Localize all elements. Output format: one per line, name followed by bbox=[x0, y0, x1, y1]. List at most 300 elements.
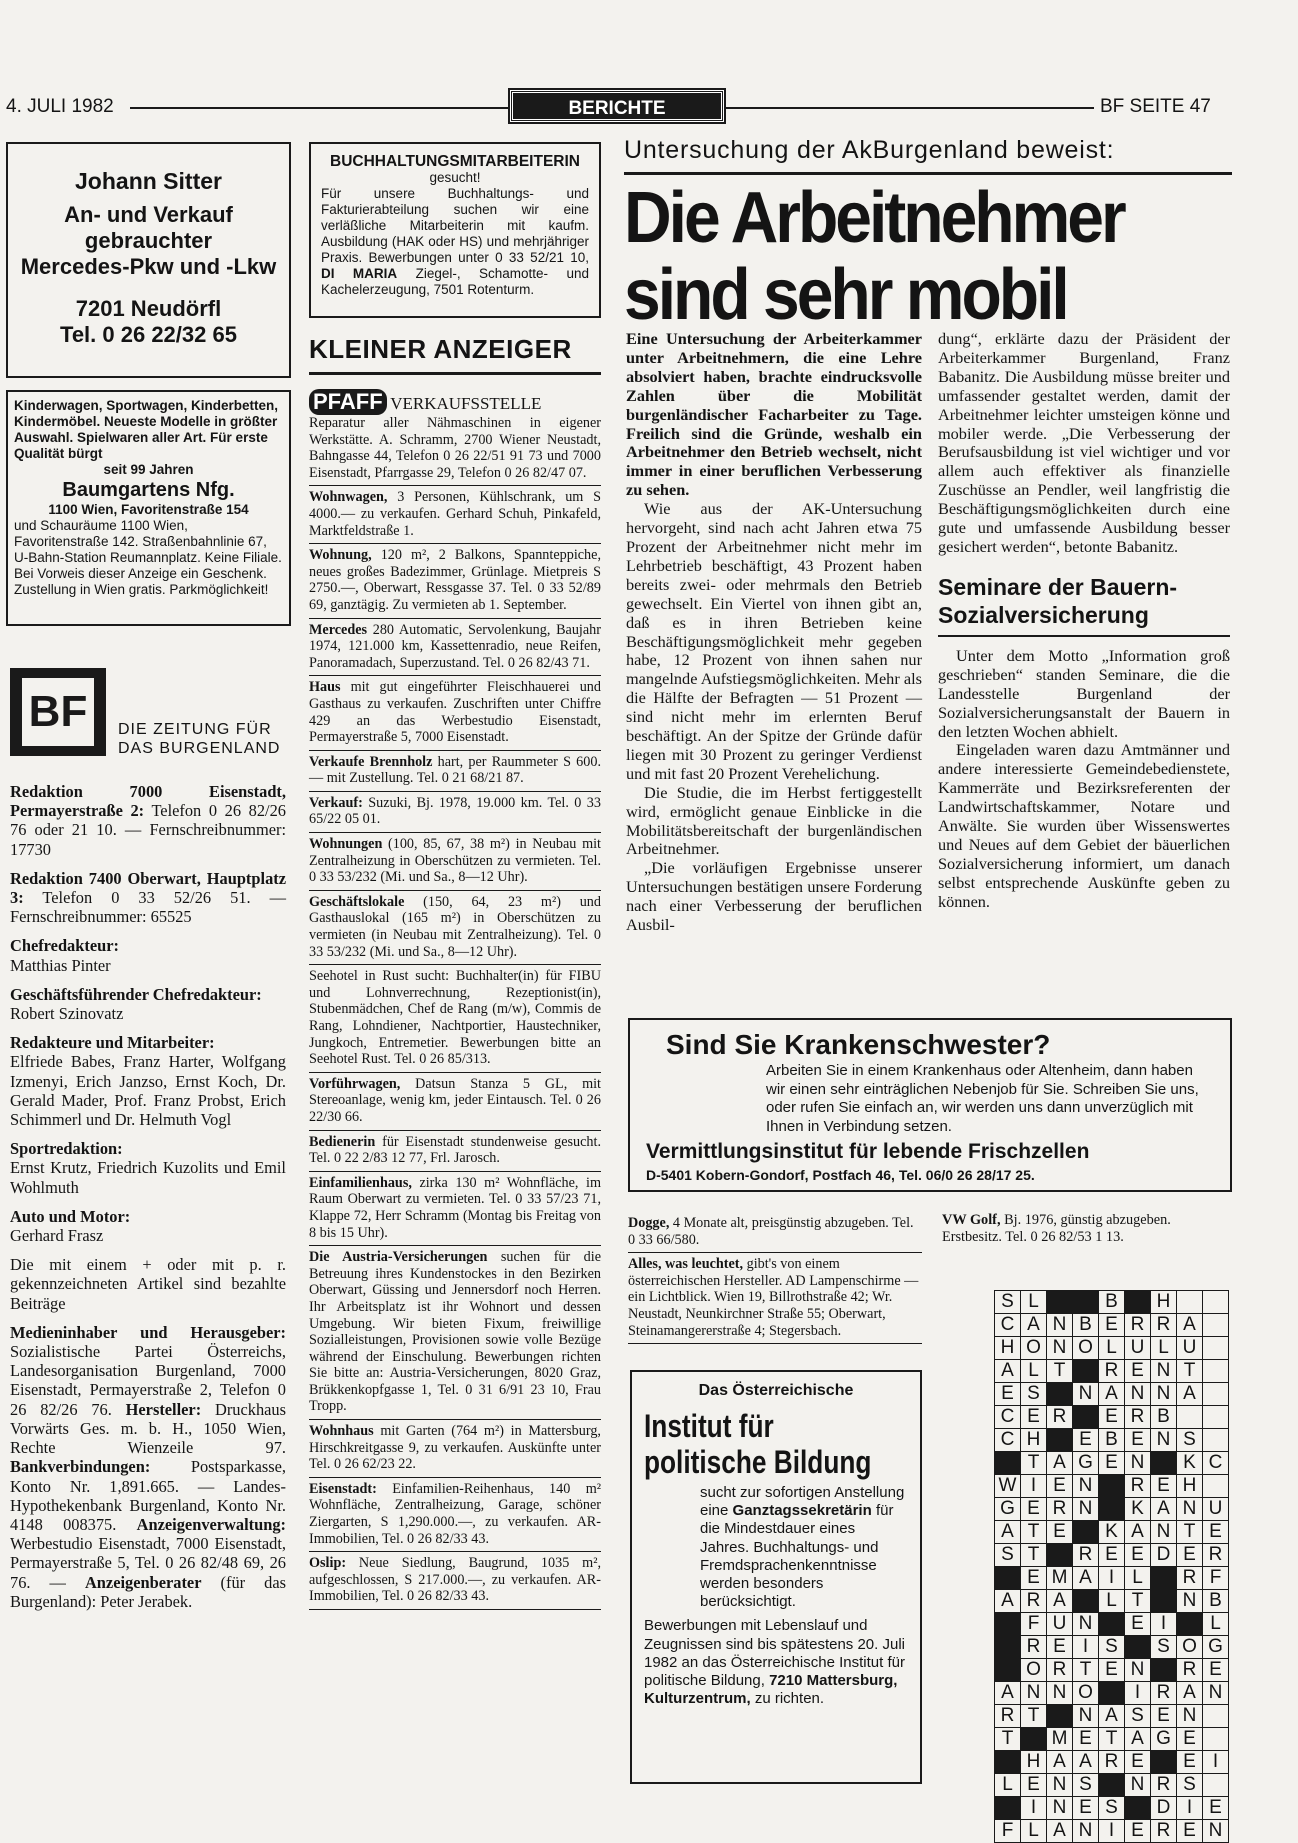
impressum-label: Medieninhaber und Herausgeber: bbox=[10, 1322, 286, 1342]
crossword-block bbox=[1099, 1498, 1125, 1521]
article-lead: Eine Untersuchung der Arbeiterkammer unter Arbeitnehmern, die eine Lehre absolviert haben, brachte eindrucksvolle Zahlen über die Mobilität burgenländischer Facharbeiter zu Tage. Freilich sind die Gründe, weshalb ein Arbeitnehmer den Betrieb wechselt, nicht immer in einer beruflichen Verbesserung zu sehen. bbox=[626, 329, 922, 500]
crossword-block bbox=[1099, 1475, 1125, 1498]
section-label: BERICHTE bbox=[510, 90, 724, 122]
kleiner-anzeiger-rule bbox=[309, 372, 601, 375]
crossword-cell: R bbox=[1177, 1567, 1203, 1590]
impressum-label: Redaktion 7000 Eisenstadt, Permayerstraße 2: bbox=[10, 782, 286, 821]
crossword-cell bbox=[1203, 1728, 1229, 1751]
classified-text: zirka 130 m² Wohnfläche, im Raum Oberwart zu vermieten. Tel. 0 33 57/23 71, Klappe 72, Herr Schramm (Montag bis Freitag von 8 bis 15 Uhr). bbox=[309, 1174, 601, 1241]
crossword-cell: E bbox=[1021, 1406, 1047, 1429]
crossword-cell: E bbox=[1151, 1705, 1177, 1728]
classified-ad bbox=[309, 1246, 601, 1420]
tagline-line: DIE ZEITUNG FÜR bbox=[118, 721, 272, 738]
crossword-cell: E bbox=[1099, 1659, 1125, 1682]
crossword-cell bbox=[1203, 1705, 1229, 1728]
ad-institut-title: Institut für bbox=[644, 1408, 774, 1444]
crossword-cell: R bbox=[1151, 1682, 1177, 1705]
crossword-cell: I bbox=[1177, 1797, 1203, 1820]
classified-head: Geschäftslokale bbox=[309, 893, 424, 910]
crossword-cell: E bbox=[1073, 1429, 1099, 1452]
classified-head: Wohnhaus bbox=[309, 1423, 381, 1440]
ad-baumgarten-company: Baumgartens Nfg. bbox=[62, 479, 235, 501]
impressum-label: Sportredaktion: bbox=[10, 1139, 123, 1159]
impressum-text: Postsparkasse, Konto Nr. 1,891.665. — Landes-Hypothekenbank Burgenland, Konto Nr. 4148 008375. bbox=[10, 1457, 286, 1534]
ad-sitter-line: Mercedes-Pkw und -Lkw bbox=[20, 254, 277, 279]
crossword-cell: T bbox=[1177, 1360, 1203, 1383]
crossword-cell: T bbox=[1073, 1659, 1099, 1682]
pfaff-logo: PFAFF bbox=[309, 389, 387, 415]
ad-sitter-address: 7201 Neudörfl bbox=[75, 296, 222, 321]
crossword-cell: N bbox=[1177, 1590, 1203, 1613]
classified-text: (150, 64, 23 m²) und Gasthauslokal (165 m²) in Oberschützen zu vermieten (in Neubau mit Zentralheizung). Tel. 0 33 53/232 (Mi. und Sa., 8—12 Uhr). bbox=[309, 893, 601, 960]
classified-text: gibt's von einem österreichischen Hersteller. AD Lampenschirme — ein Lichtblick. Wien 19, Billrothstraße 42; Wr. Neustadt, Neunkirchner Straße 55; Oberwart, Steinamangererstraße 4; Stegersbach. bbox=[628, 1256, 919, 1339]
header-rule-left bbox=[130, 107, 508, 109]
crossword-cell: E bbox=[1177, 1820, 1203, 1843]
crossword-cell: E bbox=[1047, 1521, 1073, 1544]
crossword-cell: E bbox=[1099, 1452, 1125, 1475]
crossword-cell bbox=[1203, 1475, 1229, 1498]
crossword-cell: S bbox=[1177, 1774, 1203, 1797]
crossword-cell: E bbox=[1021, 1774, 1047, 1797]
article-paragraph: „Die vorläufigen Ergebnisse unserer Untersuchungen bestätigen unsere Forderung nach einer Verbesserung der beruflichen Ausbil- bbox=[626, 858, 922, 935]
classified-text: mit Garten (764 m²) in Mattersburg, Hirschkreitgasse 9, zu verkaufen. Auskünfte unter Tel. 0 26 62/23 22. bbox=[309, 1423, 601, 1473]
crossword-cell: M bbox=[1047, 1728, 1073, 1751]
ad-baumgarten-address: 1100 Wien, Favoritenstraße 154 bbox=[48, 502, 249, 517]
crossword-row bbox=[995, 1383, 1229, 1406]
classified-head: VW Golf, bbox=[942, 1212, 1001, 1228]
crossword-cell: L bbox=[995, 1774, 1021, 1797]
crossword-block bbox=[1047, 1383, 1073, 1406]
crossword-cell: A bbox=[1177, 1682, 1203, 1705]
crossword-cell: H bbox=[1177, 1475, 1203, 1498]
crossword-cell: E bbox=[1073, 1728, 1099, 1751]
crossword-cell: N bbox=[1047, 1337, 1073, 1360]
impressum-text: Elfriede Babes, Franz Harter, Wolfgang Izmenyi, Erich Janzso, Ernst Koch, Dr. Gerald Mader, Prof. Franz Probst, Erich Schimmerl und Dr. Helmuth Vogl bbox=[10, 1052, 286, 1130]
ad-institut-title: politische Bildung bbox=[644, 1444, 872, 1480]
ad-baumgarten bbox=[6, 390, 291, 626]
small-ads-2 bbox=[628, 1212, 922, 1344]
crossword-cell: M bbox=[1047, 1567, 1073, 1590]
classified-ad bbox=[309, 486, 601, 544]
classified-ad bbox=[309, 1552, 601, 1610]
crossword-cell: A bbox=[1073, 1567, 1099, 1590]
classified-text: suchen für die Betreuung ihres Kundenstockes in den Bezirken Oberwart, Güssing und Jennersdorf noch Herren. Ihr Arbeitsplatz ist ihr Wohnort und dessen Umgebung. Wir bieten Fixum, freiwillige Sozialleistungen, Provisionen sowie volle Bezüge während der Einschulung. Bewerbungen richten Sie bitte an: Austria-Versicherungen, 8020 Graz, Brükkenkopfgasse 1, Tel. 0 31 6/91 23 10, Frau Tropp. bbox=[309, 1249, 601, 1415]
crossword-cell: E bbox=[1177, 1544, 1203, 1567]
crossword-cell: E bbox=[1099, 1544, 1125, 1567]
crossword-grid bbox=[994, 1290, 1229, 1843]
crossword-row bbox=[995, 1774, 1229, 1797]
classified-text: Neue Siedlung, Baugrund, 1035 m², aufgeschlossen, S 217.000.—, zu verkaufen. AR-Immobilien, Tel. 0 26 82/33 43. bbox=[309, 1555, 601, 1605]
crossword-cell: A bbox=[1125, 1521, 1151, 1544]
crossword-cell: L bbox=[1021, 1820, 1047, 1843]
classified-ad bbox=[309, 544, 601, 618]
ad-baumgarten-since: seit 99 Jahren bbox=[103, 462, 194, 477]
crossword-row bbox=[995, 1337, 1229, 1360]
crossword-cell: N bbox=[1203, 1682, 1229, 1705]
crossword-block bbox=[1073, 1406, 1099, 1429]
article-rule bbox=[624, 172, 1232, 175]
classified-ad bbox=[309, 1172, 601, 1246]
crossword-cell bbox=[1203, 1383, 1229, 1406]
impressum-label: Anzeigenberater bbox=[84, 1572, 202, 1592]
classified-ad bbox=[309, 965, 601, 1073]
classified-text: mit gut eingeführter Fleischhauerei und Gasthaus zu verkaufen. Zuschriften unter Chiffre 429 an das Werbestudio Eisenstadt, Permayerstraße 5, 7000 Eisenstadt. bbox=[309, 679, 601, 746]
crossword-cell: A bbox=[1099, 1705, 1125, 1728]
classified-head: Wohnung, bbox=[309, 547, 381, 564]
classified-head: Verkauf: bbox=[309, 794, 369, 811]
crossword-cell: A bbox=[1073, 1751, 1099, 1774]
crossword-row bbox=[995, 1590, 1229, 1613]
crossword-cell: N bbox=[1047, 1682, 1073, 1705]
pfaff-head: VERKAUFSSTELLE bbox=[390, 394, 542, 413]
crossword-cell: T bbox=[1021, 1521, 1047, 1544]
crossword-cell: A bbox=[1021, 1314, 1047, 1337]
impressum bbox=[10, 782, 286, 1611]
crossword-cell: R bbox=[1151, 1314, 1177, 1337]
crossword-cell: N bbox=[1151, 1521, 1177, 1544]
crossword-cell: S bbox=[995, 1544, 1021, 1567]
classified-ad bbox=[309, 1420, 601, 1478]
crossword-cell: G bbox=[995, 1498, 1021, 1521]
crossword-block bbox=[1151, 1452, 1177, 1475]
crossword-cell: N bbox=[1125, 1774, 1151, 1797]
article-paragraph: Wie aus der AK-Untersuchung hervorgeht, sind nach acht Jahren etwa 75 Prozent der Arbeitnehmer nicht mehr im Lehrbetrieb beschäftigt, 43 Prozent haben bereits zwei- oder mehrmals den Betrieb gewechselt. Ein Viertel von ihnen gibt an, daß es in ihren Betrieben keine Beschäftigungsmöglichkeit mehr gegeben habe, 12 Prozent von ihnen sahen nur mangelnde Aufstiegsmöglichkeiten. Mehr als die Hälfte der Befragten — 51 Prozent — sind nicht mehr im erlernten Beruf beschäftigt. An der Spitze der Gründe dafür liegen mit 30 Prozent zu geringer Verdienst und mit fast 20 Prozent Verehelichung. bbox=[626, 499, 922, 783]
crossword-cell: N bbox=[1151, 1383, 1177, 1406]
crossword-row bbox=[995, 1406, 1229, 1429]
crossword-cell: E bbox=[1125, 1820, 1151, 1843]
crossword bbox=[994, 1290, 1229, 1843]
article-paragraph: Die Studie, die im Herbst fertiggestellt wird, ermöglicht genaue Einblicke in die Mobilitätsbereitschaft der burgenländischen Arbeitnehmer. bbox=[626, 782, 922, 859]
impressum-text: (für das Burgenland): Peter Jerabek. bbox=[10, 1572, 286, 1611]
crossword-cell: N bbox=[1125, 1383, 1151, 1406]
crossword-block bbox=[1099, 1613, 1125, 1636]
crossword-cell: L bbox=[1021, 1291, 1047, 1314]
crossword-cell: E bbox=[1125, 1613, 1151, 1636]
ad-buchhaltung-text: Ziegel-, Schamotte- und Kachelerzeugung, 7501 Rotenturm. bbox=[321, 266, 589, 297]
header-rule-right bbox=[726, 107, 1094, 109]
crossword-cell: T bbox=[1047, 1360, 1073, 1383]
ad-sitter-phone: Tel. 0 26 22/32 65 bbox=[60, 322, 237, 347]
crossword-cell: K bbox=[1099, 1521, 1125, 1544]
crossword-cell: A bbox=[995, 1682, 1021, 1705]
crossword-cell: E bbox=[1177, 1728, 1203, 1751]
impressum-label: Redaktion 7400 Oberwart, Hauptplatz 3: bbox=[10, 868, 286, 908]
crossword-cell: L bbox=[1125, 1567, 1151, 1590]
impressum-label: Redakteure und Mitarbeiter: bbox=[10, 1033, 215, 1053]
crossword-cell: A bbox=[995, 1590, 1021, 1613]
crossword-cell: N bbox=[1073, 1613, 1099, 1636]
crossword-row bbox=[995, 1452, 1229, 1475]
crossword-cell: R bbox=[1073, 1544, 1099, 1567]
impressum-label: Bankverbindungen: bbox=[10, 1457, 151, 1477]
crossword-cell: N bbox=[1177, 1498, 1203, 1521]
crossword-cell: A bbox=[1177, 1383, 1203, 1406]
crossword-block bbox=[1125, 1636, 1151, 1659]
bf-logo bbox=[10, 668, 106, 756]
crossword-cell: E bbox=[1151, 1475, 1177, 1498]
crossword-cell: O bbox=[1073, 1682, 1099, 1705]
crossword-cell: H bbox=[1021, 1429, 1047, 1452]
crossword-block bbox=[1047, 1429, 1073, 1452]
headline-line: sind sehr mobil bbox=[624, 252, 1067, 335]
crossword-cell: N bbox=[1151, 1360, 1177, 1383]
crossword-block bbox=[1073, 1521, 1099, 1544]
bf-logo-text: BF bbox=[22, 678, 94, 746]
classified-head: Vorführwagen, bbox=[309, 1075, 416, 1092]
ad-institut-top: Das Österreichische bbox=[698, 1382, 854, 1399]
crossword-cell: L bbox=[1099, 1590, 1125, 1613]
ad-kranken-text: Arbeiten Sie in einem Krankenhaus oder Altenheim, dann haben wir einen sehr einträglichen Nebenjob für Sie. Schreiben Sie uns, oder rufen Sie einfach an, wir werden uns dann unverzüglich mit Ihnen in Verbindung setzen. bbox=[766, 1062, 1199, 1135]
crossword-cell: E bbox=[1021, 1567, 1047, 1590]
crossword-cell: B bbox=[1099, 1429, 1125, 1452]
impressum-note: Die mit einem + oder mit p. r. gekennzeichneten Artikel sind bezahlte Beiträge bbox=[10, 1255, 286, 1313]
crossword-cell: R bbox=[1151, 1820, 1177, 1843]
crossword-cell: I bbox=[1151, 1613, 1177, 1636]
article-headline bbox=[624, 175, 1232, 335]
crossword-block bbox=[995, 1751, 1021, 1774]
classified-head: Alles, was leuchtet, bbox=[628, 1256, 744, 1273]
crossword-cell bbox=[1177, 1406, 1203, 1429]
classified-head: Haus bbox=[309, 679, 351, 696]
classified-ad bbox=[309, 833, 601, 891]
crossword-cell: R bbox=[1151, 1774, 1177, 1797]
crossword-cell: L bbox=[1099, 1337, 1125, 1360]
classified-ad bbox=[309, 619, 601, 677]
crossword-cell: R bbox=[1047, 1498, 1073, 1521]
article2-paragraph: Unter dem Motto „Information groß geschrieben“ standen Seminare, die die Landesstelle Burgenland der Sozialversicherungsanstalt der Bauern in den letzten Wochen abhielt. bbox=[938, 645, 1230, 741]
ad-institut bbox=[630, 1370, 922, 1784]
crossword-cell: R bbox=[1021, 1590, 1047, 1613]
crossword-row bbox=[995, 1360, 1229, 1383]
crossword-cell: A bbox=[1047, 1452, 1073, 1475]
crossword-cell: I bbox=[1125, 1682, 1151, 1705]
crossword-row bbox=[995, 1659, 1229, 1682]
classified-lamps bbox=[628, 1253, 922, 1344]
crossword-cell: A bbox=[1177, 1314, 1203, 1337]
impressum-label: Auto und Motor: bbox=[10, 1206, 131, 1226]
ad-buchhaltung bbox=[309, 142, 601, 318]
crossword-cell: F bbox=[995, 1820, 1021, 1843]
crossword-cell: N bbox=[1047, 1314, 1073, 1337]
crossword-cell bbox=[1203, 1429, 1229, 1452]
crossword-cell: N bbox=[1073, 1498, 1099, 1521]
crossword-cell: E bbox=[995, 1383, 1021, 1406]
impressum-text: Matthias Pinter bbox=[10, 955, 111, 975]
crossword-cell: C bbox=[1203, 1452, 1229, 1475]
crossword-cell: G bbox=[1073, 1452, 1099, 1475]
classified-head: Wohnwagen, bbox=[309, 489, 398, 506]
crossword-cell: L bbox=[1151, 1337, 1177, 1360]
crossword-cell: R bbox=[1047, 1659, 1073, 1682]
ad-buchhaltung-company: DI MARIA bbox=[321, 266, 398, 281]
headline-line: Die Arbeitnehmer bbox=[624, 175, 1124, 258]
crossword-cell: U bbox=[1125, 1337, 1151, 1360]
crossword-block bbox=[1099, 1682, 1125, 1705]
ad-sitter-name: Johann Sitter bbox=[75, 168, 222, 194]
ad-institut-text: für die Mindestdauer eines Jahres. Buchhaltungs- und Fremdsprachenkenntnisse werden besonders berücksichtigt. bbox=[700, 1502, 894, 1611]
crossword-cell: B bbox=[1203, 1590, 1229, 1613]
pfaff-text: Reparatur aller Nähmaschinen in eigener Werkstätte. A. Schramm, 2700 Wiener Neustadt, Bahngasse 44, Telefon 0 26 22/51 91 73 und 7000 Eisenstadt, Pfarrgasse 29, Telefon 0 26 82/47 07. bbox=[309, 415, 601, 481]
impressum-text: Telefon 0 33 52/26 51. — Fernschreibnummer: 65525 bbox=[10, 888, 287, 927]
crossword-cell: C bbox=[995, 1314, 1021, 1337]
crossword-cell: E bbox=[1125, 1751, 1151, 1774]
impressum-text: Telefon 0 26 82/26 76 oder 21 10. — Fernschreibnummer: 17730 bbox=[10, 801, 286, 859]
classified-head: Wohnungen bbox=[309, 836, 389, 853]
classified-text: 3 Personen, Kühlschrank, um S 4000.— zu verkaufen. Gerhard Schuh, Pinkafeld, Marktfeldstraße 1. bbox=[309, 489, 601, 539]
classified-head: Dogge, bbox=[628, 1215, 670, 1231]
classified-golf bbox=[942, 1212, 1232, 1245]
crossword-cell: T bbox=[1099, 1728, 1125, 1751]
crossword-cell: R bbox=[1177, 1659, 1203, 1682]
crossword-cell: I bbox=[1099, 1820, 1125, 1843]
ad-buchhaltung-title: BUCHHALTUNGSMITARBEITERIN bbox=[330, 153, 580, 170]
crossword-cell: G bbox=[1151, 1728, 1177, 1751]
impressum-text: Sozialistische Partei Österreichs, Landesorganisation Burgenland, 7000 Eisenstadt, Permayerstraße 2, Telefon 0 26 82/26 76. bbox=[10, 1342, 286, 1419]
article-col1 bbox=[626, 330, 922, 935]
crossword-cell bbox=[1203, 1360, 1229, 1383]
crossword-cell: I bbox=[1073, 1636, 1099, 1659]
classified-text: 280 Automatic, Servolenkung, Baujahr 1974, 121.000 km, Kassettenradio, neue Reifen, Panoramadach, Superzustand. Tel. 0 26 82/43 71. bbox=[309, 621, 601, 671]
crossword-cell: A bbox=[1047, 1820, 1073, 1843]
crossword-cell: R bbox=[1047, 1406, 1073, 1429]
ad-institut-text: Bewerbungen mit Lebenslauf und Zeugnissen sind bis spätestens 20. Juli 1982 an das Österreichische Institut für politische Bildung, bbox=[644, 1617, 905, 1690]
classified-text: 4 Monate alt, preisgünstig abzugeben. Tel. 0 33 66/580. bbox=[628, 1215, 914, 1248]
classified-ad bbox=[309, 1131, 601, 1172]
crossword-cell: N bbox=[1125, 1659, 1151, 1682]
crossword-cell: D bbox=[1151, 1797, 1177, 1820]
crossword-cell: S bbox=[1151, 1636, 1177, 1659]
crossword-block bbox=[995, 1659, 1021, 1682]
crossword-cell: C bbox=[995, 1406, 1021, 1429]
crossword-block bbox=[1151, 1567, 1177, 1590]
crossword-row bbox=[995, 1820, 1229, 1843]
crossword-cell: S bbox=[1177, 1429, 1203, 1452]
crossword-cell: R bbox=[1125, 1406, 1151, 1429]
crossword-cell: N bbox=[1177, 1705, 1203, 1728]
crossword-cell: L bbox=[1203, 1613, 1229, 1636]
impressum-text: Robert Szinovatz bbox=[10, 1004, 124, 1024]
crossword-row bbox=[995, 1751, 1229, 1774]
tagline bbox=[118, 720, 280, 758]
crossword-cell bbox=[1203, 1314, 1229, 1337]
crossword-row bbox=[995, 1636, 1229, 1659]
crossword-cell: E bbox=[1073, 1797, 1099, 1820]
crossword-block bbox=[1021, 1728, 1047, 1751]
impressum-text: Werbestudio Eisenstadt, 7000 Eisenstadt, Permayerstraße 5, Tel. 0 26 82/48 69, 26 76. — bbox=[10, 1534, 286, 1592]
crossword-cell: B bbox=[1073, 1314, 1099, 1337]
crossword-row bbox=[995, 1521, 1229, 1544]
issue-date: 4. JULI 1982 bbox=[6, 96, 114, 117]
crossword-block bbox=[1151, 1659, 1177, 1682]
crossword-cell: E bbox=[1047, 1475, 1073, 1498]
classified-text: Seehotel in Rust sucht: Buchhalter(in) für FIBU und Lohnverrechnung, Rezeptionist(in), Stubenmädchen, Chef de Rang (m/w), Commis de Rang, Lohndiener, Nachtportier, Haustechniker, Jungkoch, Entremetier. Bewerbungen bitte an Seehotel Rust. Tel. 0 26 85/313. bbox=[309, 968, 601, 1068]
crossword-cell bbox=[1177, 1291, 1203, 1314]
crossword-cell: N bbox=[1021, 1682, 1047, 1705]
ad-baumgarten-text: Kinderwagen, Sportwagen, Kinderbetten, Kindermöbel. Neueste Modelle in größter Auswahl. Spielwaren aller Art. Für erste Qualität bürgt bbox=[14, 398, 279, 461]
crossword-cell: N bbox=[1047, 1797, 1073, 1820]
classified-head: Verkaufe Brennholz bbox=[309, 753, 438, 770]
impressum-text: Gerhard Frasz bbox=[10, 1226, 104, 1246]
crossword-block bbox=[1047, 1705, 1073, 1728]
classified-dogge bbox=[628, 1212, 922, 1253]
crossword-cell: L bbox=[1021, 1360, 1047, 1383]
ad-baumgarten-details: und Schauräume 1100 Wien, Favoritenstraße 142. Straßenbahnlinie 67, U-Bahn-Station Reumannplatz. Keine Filiale. Bei Vorweis dieser Anzeige ein Geschenk. Zustellung in Wien gratis. Parkmöglichkeit! bbox=[14, 518, 282, 597]
crossword-cell: H bbox=[1021, 1751, 1047, 1774]
crossword-cell: R bbox=[1099, 1360, 1125, 1383]
crossword-block bbox=[1151, 1751, 1177, 1774]
crossword-block bbox=[1073, 1360, 1099, 1383]
crossword-cell: N bbox=[1203, 1820, 1229, 1843]
ad-krankenschwester bbox=[628, 1018, 1232, 1192]
crossword-cell: O bbox=[1073, 1337, 1099, 1360]
crossword-row bbox=[995, 1613, 1229, 1636]
crossword-cell: F bbox=[1203, 1567, 1229, 1590]
ad-kranken-address: D-5401 Kobern-Gondorf, Postfach 46, Tel. 06/0 26 28/17 25. bbox=[646, 1167, 1035, 1183]
article-kicker: Untersuchung der AkBurgenland beweist: bbox=[624, 136, 1115, 164]
ad-institut-address: 7210 Mattersburg, Kulturzentrum, bbox=[644, 1672, 898, 1708]
crossword-cell: R bbox=[1203, 1544, 1229, 1567]
crossword-cell: A bbox=[995, 1521, 1021, 1544]
crossword-cell: E bbox=[1047, 1636, 1073, 1659]
impressum-label: Geschäftsführender Chefredakteur: bbox=[10, 984, 262, 1004]
classified-ad bbox=[309, 1073, 601, 1131]
crossword-cell: U bbox=[1177, 1337, 1203, 1360]
crossword-cell: K bbox=[1177, 1452, 1203, 1475]
crossword-cell: N bbox=[1151, 1429, 1177, 1452]
classified-head: Bedienerin bbox=[309, 1133, 383, 1150]
crossword-cell: C bbox=[995, 1429, 1021, 1452]
crossword-cell: E bbox=[1125, 1429, 1151, 1452]
crossword-cell: A bbox=[1047, 1751, 1073, 1774]
crossword-cell: N bbox=[1073, 1475, 1099, 1498]
classified-head: Mercedes bbox=[309, 621, 373, 638]
crossword-row bbox=[995, 1475, 1229, 1498]
classified-head: Oslip: bbox=[309, 1555, 359, 1572]
crossword-cell: S bbox=[1073, 1774, 1099, 1797]
crossword-cell: I bbox=[1099, 1567, 1125, 1590]
crossword-cell: K bbox=[1125, 1498, 1151, 1521]
classified-ad bbox=[309, 1478, 601, 1552]
crossword-cell: B bbox=[1151, 1406, 1177, 1429]
crossword-cell: T bbox=[1125, 1590, 1151, 1613]
crossword-row bbox=[995, 1682, 1229, 1705]
classified-list bbox=[309, 486, 601, 1610]
crossword-cell: A bbox=[1125, 1728, 1151, 1751]
crossword-row bbox=[995, 1498, 1229, 1521]
classified-text: Datsun Stanza 5 GL, mit Stereoanlage, wenig km, jeder Eintausch. Tel. 0 26 22/30 66. bbox=[309, 1075, 602, 1125]
crossword-row bbox=[995, 1314, 1229, 1337]
ad-institut-text: zu richten. bbox=[754, 1690, 825, 1708]
crossword-cell: A bbox=[995, 1360, 1021, 1383]
classified-pfaff bbox=[309, 386, 601, 486]
classifieds bbox=[309, 386, 601, 1610]
crossword-block bbox=[995, 1567, 1021, 1590]
crossword-cell: H bbox=[1151, 1291, 1177, 1314]
tagline-line: DAS BURGENLAND bbox=[118, 740, 281, 757]
crossword-cell: E bbox=[1125, 1544, 1151, 1567]
crossword-cell: T bbox=[1021, 1452, 1047, 1475]
ad-kranken-title: Sind Sie Krankenschwester? bbox=[666, 1029, 1051, 1060]
ad-sitter bbox=[6, 142, 291, 378]
crossword-cell: N bbox=[1047, 1774, 1073, 1797]
crossword-cell: N bbox=[1073, 1820, 1099, 1843]
crossword-row bbox=[995, 1544, 1229, 1567]
ad-institut-text: sucht zur sofortigen Anstellung eine bbox=[700, 1484, 905, 1520]
classified-text: Bj. 1976, günstig abzugeben. Erstbesitz. Tel. 0 26 82/53 1 13. bbox=[942, 1212, 1171, 1245]
crossword-row bbox=[995, 1728, 1229, 1751]
crossword-cell: E bbox=[1203, 1797, 1229, 1820]
crossword-cell: B bbox=[1099, 1291, 1125, 1314]
